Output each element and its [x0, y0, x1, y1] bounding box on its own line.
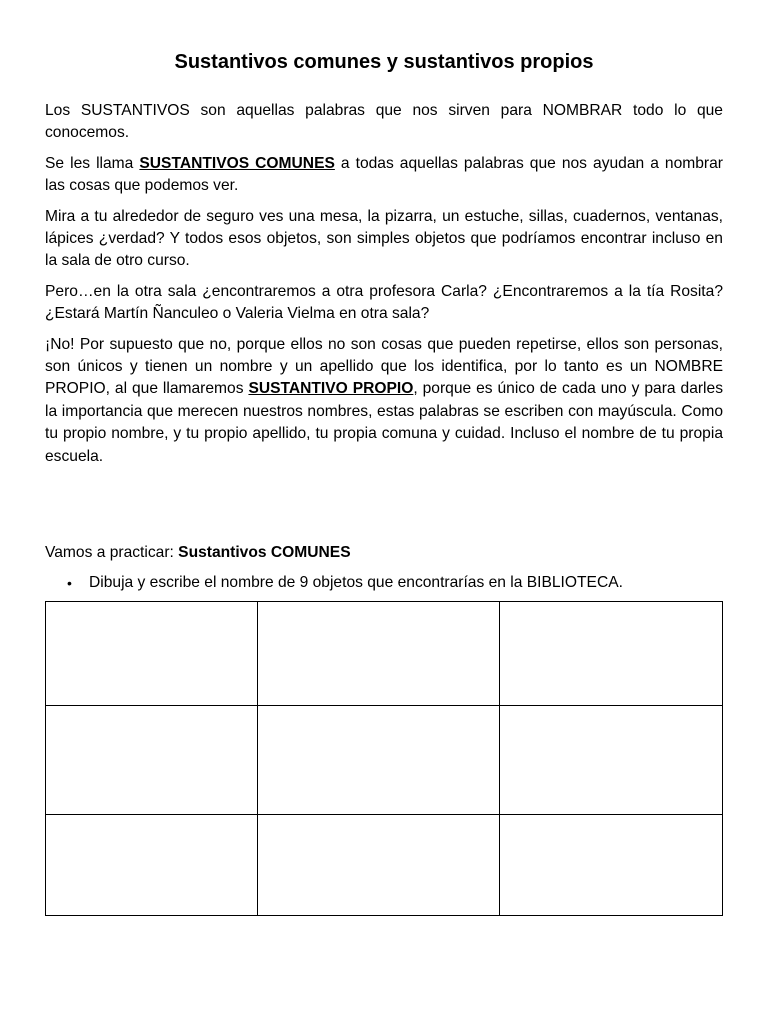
- bullet-icon: •: [67, 575, 72, 592]
- drawing-cell[interactable]: [46, 815, 258, 916]
- drawing-cell[interactable]: [500, 602, 723, 706]
- drawing-cell[interactable]: [258, 602, 500, 706]
- practice-heading: [45, 542, 723, 564]
- paragraph-definition: Los SUSTANTIVOS son aquellas palabras que nos sirven para NOMBRAR todo lo que conocemos.: [45, 102, 723, 142]
- term-sustantivos-comunes: SUSTANTIVOS COMUNES: [139, 154, 335, 172]
- grid-row: [46, 815, 723, 916]
- drawing-cell[interactable]: [258, 706, 500, 815]
- drawing-cell[interactable]: [46, 602, 258, 706]
- paragraph-text: a todas aquellas palabras que nos ayudan a nombrar las cosas que podemos ver.: [45, 154, 723, 195]
- grid-row: [46, 602, 723, 706]
- paragraph-common-nouns: [45, 153, 723, 198]
- paragraph-examples: Mira a tu alrededor de seguro ves una mesa, la pizarra, un estuche, sillas, cuadernos, ventanas, lápices ¿verdad? Y todos esos objetos, son simples objetos que podríamos encontrar incluso en la sala de otro curso.: [45, 207, 723, 270]
- drawing-cell[interactable]: [500, 815, 723, 916]
- paragraph-text: ¡No! Por supuesto que no, porque ellos no son cosas que pueden repetirse, ellos son personas, son únicos y tienen un nombre y un apellido que los identifica, por lo tanto es un NOMBRE PROPIO, al que llamaremos: [45, 335, 723, 398]
- drawing-cell[interactable]: [46, 706, 258, 815]
- explanation-text: [45, 100, 723, 468]
- drawing-grid: [45, 601, 723, 916]
- instruction-text: Dibuja y escribe el nombre de 9 objetos que encontrarías en la BIBLIOTECA.: [89, 574, 623, 592]
- paragraph-proper-nouns: [45, 334, 723, 468]
- instruction-bullet: [45, 572, 723, 594]
- practice-label: Vamos a practicar:: [45, 544, 179, 562]
- paragraph-questions: Pero…en la otra sala ¿encontraremos a otra profesora Carla? ¿Encontraremos a la tía Rosita? ¿Estará Martín Ñanculeo o Valeria Vielma en otra sala?: [45, 282, 723, 323]
- practice-topic: Sustantivos COMUNES: [178, 544, 351, 562]
- drawing-cell[interactable]: [500, 706, 723, 815]
- paragraph-text: , porque es único de cada uno y para darles la importancia que merecen nuestros nombres, estas palabras se escriben con mayúscula. Como tu propio nombre, y tu propio apellido, tu propia comuna y cuidad. Incluso el nombre de tu propia escuela.: [45, 380, 723, 465]
- term-sustantivo-propio: SUSTANTIVO PROPIO: [248, 380, 414, 398]
- drawing-cell[interactable]: [258, 815, 500, 916]
- paragraph-text: Se les llama: [45, 154, 140, 172]
- page-title: Sustantivos comunes y sustantivos propios: [174, 51, 594, 73]
- grid-row: [46, 706, 723, 815]
